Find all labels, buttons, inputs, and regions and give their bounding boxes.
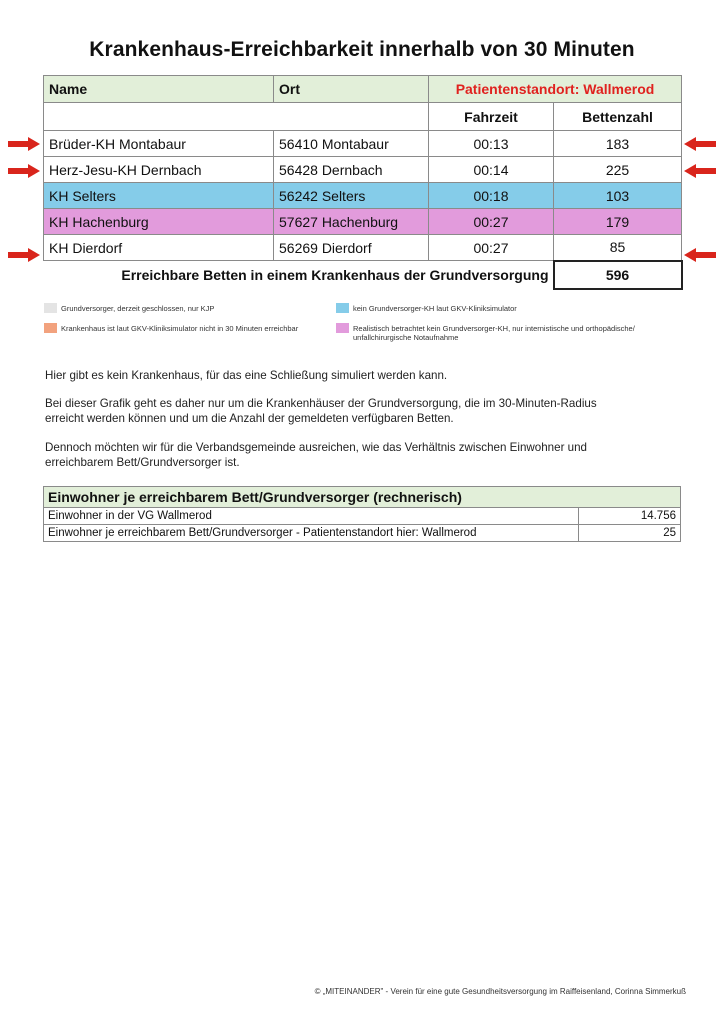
ratio-row1-value: 14.756 (579, 508, 681, 525)
paragraph-3 (45, 440, 675, 470)
bed-count: 85 (554, 235, 682, 261)
hospital-place: 56269 Dierdorf (274, 235, 429, 261)
page-title: Krankenhaus-Erreichbarkeit innerhalb von 30 Minuten (89, 38, 635, 61)
hospital-place: 56428 Dernbach (274, 157, 429, 183)
travel-time: 00:18 (429, 183, 554, 209)
footer-copyright: © „MITEINANDER" - Verein für eine gute Gesundheitsversorgung im Raiffeisenland, Corinna Simmerkuß (314, 987, 686, 996)
travel-time: 00:27 (429, 235, 554, 261)
hospital-name: KH Hachenburg (44, 209, 274, 235)
table-row (44, 183, 682, 209)
bed-count: 103 (554, 183, 682, 209)
paragraph-2-line2: erreicht werden können und um die Anzahl der gemeldeten verfügbaren Betten. (45, 412, 454, 425)
legend-swatch-grey (44, 303, 57, 313)
hospital-name: KH Selters (44, 183, 274, 209)
legend-swatch-orange (44, 323, 57, 333)
paragraph-3-line1: Dennoch möchten wir für die Verbandsgemeinde ausreichen, wie das Verhältnis zwischen Einwohner und (45, 441, 588, 454)
ratio-row2-value: 25 (579, 525, 681, 542)
hospital-place: 56242 Selters (274, 183, 429, 209)
table-row (44, 525, 681, 542)
bed-count: 183 (554, 131, 682, 157)
ratio-row2-label: Einwohner je erreichbarem Bett/Grundversorger - Patientenstandort hier: Wallmerod (44, 525, 579, 542)
bed-count: 225 (554, 157, 682, 183)
table-subheader-row (44, 103, 682, 131)
paragraph-2 (45, 396, 675, 426)
arrow-right-icon (8, 248, 40, 262)
legend-pink (353, 324, 635, 342)
table-row (44, 235, 682, 261)
table-row (44, 131, 682, 157)
travel-time: 00:27 (429, 209, 554, 235)
table-row (44, 157, 682, 183)
table-header-row (44, 76, 682, 103)
paragraph-2-line1: Bei dieser Grafik geht es daher nur um die Krankenhäuser der Grundversorgung, die im 30-Minuten-Radius (45, 397, 597, 410)
bed-count: 179 (554, 209, 682, 235)
arrow-left-icon (684, 164, 716, 178)
legend-pink-line2: unfallchirurgische Notaufnahme (353, 333, 459, 342)
paragraph-3-line2: erreichbarem Bett/Grundversorger ist. (45, 456, 240, 469)
ratio-table (43, 486, 681, 542)
hospital-name: KH Dierdorf (44, 235, 274, 261)
col-time-header: Fahrzeit (429, 103, 554, 131)
total-label: Erreichbare Betten in einem Krankenhaus der Grundversorgung (121, 266, 549, 283)
hospital-table (43, 75, 683, 290)
total-value: 596 (554, 261, 682, 289)
ratio-header-row (44, 487, 681, 508)
legend-pink-line1: Realistisch betrachtet kein Grundversorger-KH, nur internistische und orthopädische/ (353, 324, 635, 333)
paragraph-1: Hier gibt es kein Krankenhaus, für das eine Schließung simuliert werden kann. (45, 369, 448, 382)
legend-swatch-blue (336, 303, 349, 313)
arrow-left-icon (684, 137, 716, 151)
hospital-name: Herz-Jesu-KH Dernbach (44, 157, 274, 183)
patient-location: Patientenstandort: Wallmerod (429, 76, 682, 103)
arrow-right-icon (8, 164, 40, 178)
arrow-left-icon (684, 248, 716, 262)
arrow-right-icon (8, 137, 40, 151)
legend-orange: Krankenhaus ist laut GKV-Kliniksimulator nicht in 30 Minuten erreichbar (61, 324, 299, 333)
subheader-empty (44, 103, 429, 131)
hospital-place: 56410 Montabaur (274, 131, 429, 157)
hospital-place: 57627 Hachenburg (274, 209, 429, 235)
col-place-header: Ort (274, 76, 429, 103)
table-row (44, 209, 682, 235)
col-name-header: Name (44, 76, 274, 103)
legend-blue: kein Grundversorger-KH laut GKV-Kliniksimulator (353, 304, 517, 313)
ratio-title: Einwohner je erreichbarem Bett/Grundversorger (rechnerisch) (44, 487, 681, 508)
total-row (44, 261, 682, 289)
ratio-row1-label: Einwohner in der VG Wallmerod (44, 508, 579, 525)
travel-time: 00:14 (429, 157, 554, 183)
hospital-name: Brüder-KH Montabaur (44, 131, 274, 157)
table-row (44, 508, 681, 525)
legend-grey: Grundversorger, derzeit geschlossen, nur KJP (61, 304, 215, 313)
travel-time: 00:13 (429, 131, 554, 157)
legend-swatch-pink (336, 323, 349, 333)
col-beds-header: Bettenzahl (554, 103, 682, 131)
